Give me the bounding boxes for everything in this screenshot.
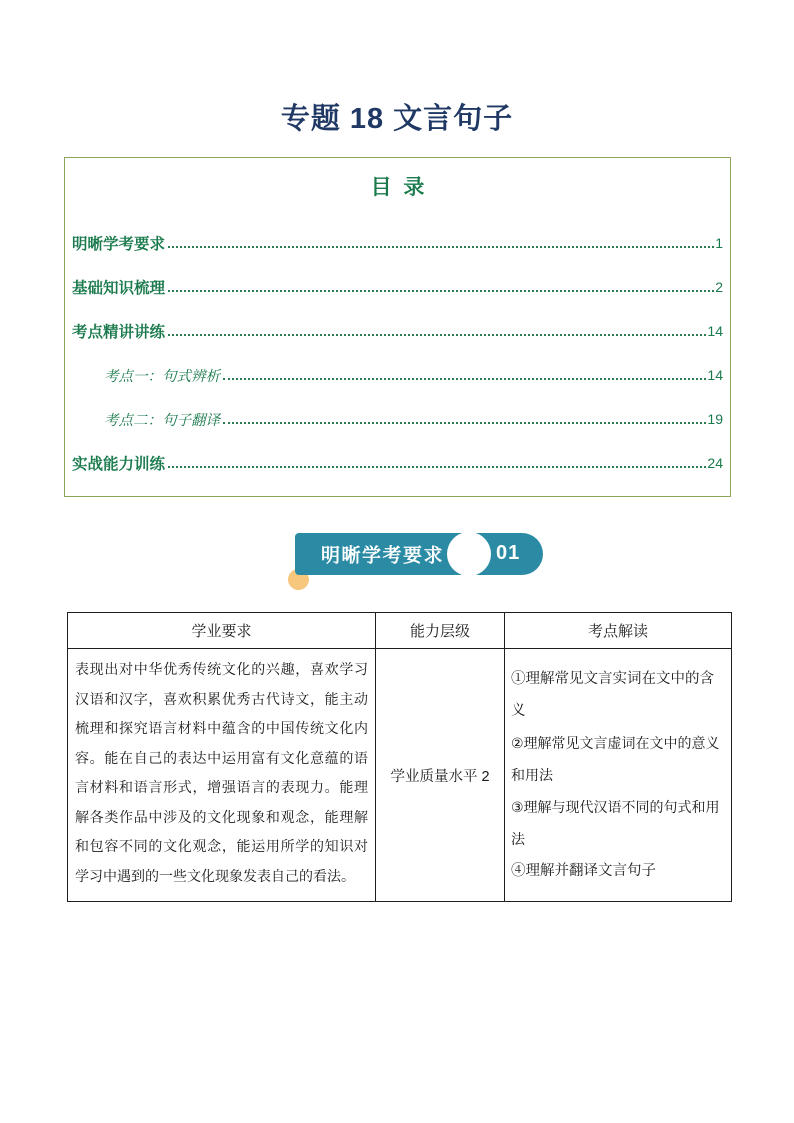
- col-header-academic-requirements: 学业要求: [68, 613, 376, 649]
- exam-point-4: ④理解并翻译文言句子: [511, 863, 656, 879]
- toc-entry-label: 明晰学考要求: [72, 236, 166, 253]
- cell-exam-points: [505, 649, 732, 902]
- toc-entry-kaodian-2-juzi-fanyi[interactable]: [72, 397, 723, 441]
- toc-entry-label: 基础知识梳理: [72, 280, 166, 297]
- exam-point-2: ②理解常见文言虚词在文中的意义和用法: [511, 735, 720, 783]
- toc-entry-mingxi-xuekao-yaoqiu[interactable]: [72, 221, 723, 265]
- toc-leader-dots: [223, 378, 706, 380]
- toc-entry-label: 实战能力训练: [72, 456, 166, 473]
- toc-page-number: 24: [707, 455, 723, 471]
- col-header-exam-point-interpretation: 考点解读: [505, 613, 732, 649]
- section-banner: [286, 533, 558, 591]
- table-header-row: [68, 613, 732, 649]
- col-header-ability-level: 能力层级: [376, 613, 505, 649]
- requirements-table: [67, 612, 732, 902]
- toc-leader-dots: [223, 422, 706, 424]
- toc-page-number: 1: [715, 235, 723, 251]
- page-title: 专题 18 文言句子: [280, 103, 514, 135]
- toc-entry-jichu-zhishi-shuli[interactable]: [72, 265, 723, 309]
- section-banner-bar: [295, 533, 543, 575]
- section-banner-title: 明晰学考要求: [321, 545, 445, 567]
- toc-header: 目 录: [370, 176, 425, 199]
- toc-entry-label: 考点精讲讲练: [72, 324, 166, 341]
- toc-entry-list: [72, 221, 723, 485]
- toc-leader-dots: [168, 466, 706, 468]
- toc-page-number: 14: [707, 323, 723, 339]
- table-row: [68, 649, 732, 902]
- toc-leader-dots: [168, 334, 706, 336]
- toc-page-number: 19: [707, 411, 723, 427]
- toc-leader-dots: [168, 246, 714, 248]
- exam-point-1: ①理解常见文言实词在文中的含义: [511, 671, 714, 719]
- toc-entry-kaodian-1-jushi-bianxi[interactable]: [72, 353, 723, 397]
- toc-page-number: 2: [715, 279, 723, 295]
- toc-entry-kaodian-jingjiang-jianglian[interactable]: [72, 309, 723, 353]
- cell-ability-level: 学业质量水平 2: [376, 649, 505, 902]
- toc-leader-dots: [168, 290, 714, 292]
- banner-notch-shape: [447, 533, 491, 575]
- section-number: 01: [496, 542, 521, 565]
- toc-entry-label: 考点二：句子翻译: [104, 412, 220, 429]
- toc-page-number: 14: [707, 367, 723, 383]
- toc-entry-shizhan-nengli-xunlian[interactable]: [72, 441, 723, 485]
- toc-entry-label: 考点一：句式辨析: [104, 368, 220, 385]
- exam-point-3: ③理解与现代汉语不同的句式和用法: [511, 799, 720, 847]
- cell-academic-requirement: 表现出对中华优秀传统文化的兴趣，喜欢学习汉语和汉字，喜欢积累优秀古代诗文，能主动梳理和探究语言材料中蕴含的中国传统文化内容。能在自己的表达中运用富有文化意蕴的语言材料和语言形式，增强语言的表现力。能理解各类作品中涉及的文化现象和观念，能理解和包容不同的文化观念，能运用所学的知识对学习中遇到的一些文化现象发表自己的看法。: [68, 649, 376, 902]
- toc-box: [64, 157, 731, 497]
